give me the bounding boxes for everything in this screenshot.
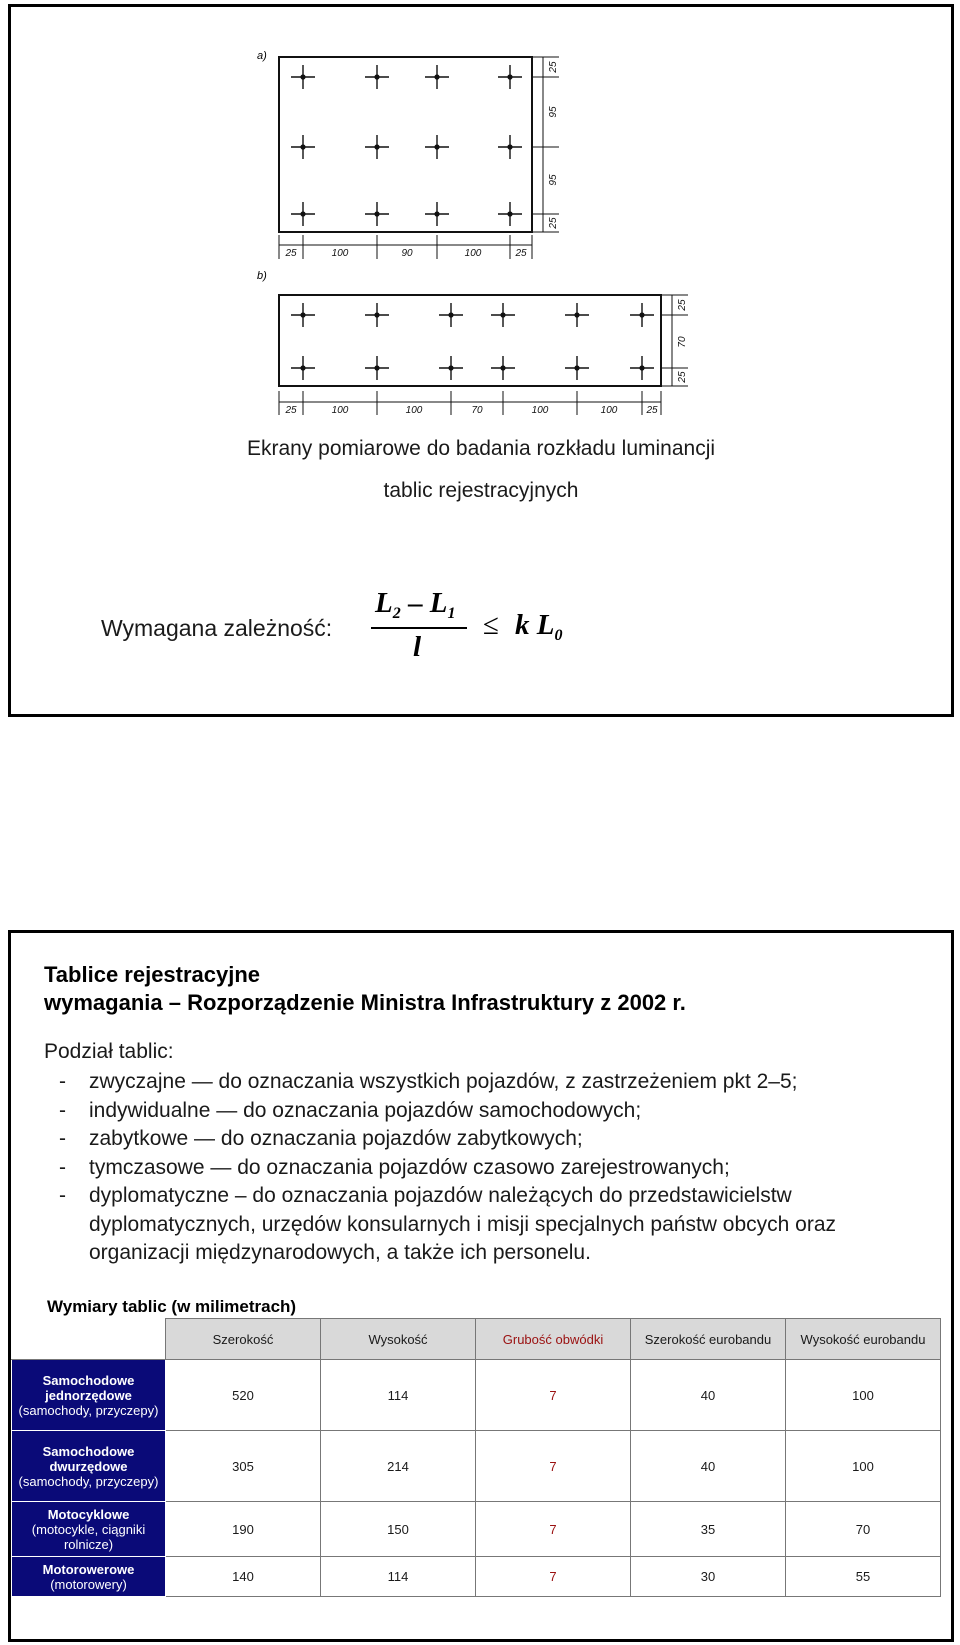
- table-header-row: [12, 1319, 941, 1360]
- cell-width: 190: [166, 1502, 321, 1557]
- diagram-a-label: a): [257, 50, 267, 62]
- list-item: - dyplomatyczne – do oznaczania pojazdów należących do przedstawicielstw dyplomatycznych, urzędów konsularnych i misji specjalnych państw obcych oraz organizacji międzynarodowych, a także ich personelu.: [59, 1184, 836, 1264]
- cell-border-thickness: 7: [476, 1360, 631, 1431]
- table-title: Wymiary tablic (w milimetrach): [47, 1297, 297, 1316]
- screen-a-points: [291, 65, 522, 226]
- cell-border-thickness: 7: [476, 1557, 631, 1597]
- cell-euroband-width: 40: [631, 1431, 786, 1502]
- row-header: Motorowerowe (motorowery): [12, 1557, 166, 1597]
- cell-border-thickness: 7: [476, 1502, 631, 1557]
- cell-height: 214: [321, 1431, 476, 1502]
- caption-line-1: Ekrany pomiarowe do badania rozkładu luminancji: [246, 437, 716, 460]
- table-row: [12, 1502, 941, 1557]
- row-header: Samochodowe jednorzędowe (samochody, przyczepy): [12, 1360, 166, 1431]
- dim-b-right-1: 25: [677, 299, 688, 311]
- dim-b-bottom-1: 25: [285, 405, 297, 416]
- header-width: Szerokość: [166, 1319, 321, 1360]
- table-corner: [12, 1319, 166, 1360]
- cell-euroband-width: 30: [631, 1557, 786, 1597]
- dim-a-right-3: 95: [548, 174, 559, 186]
- list-item: - zwyczajne — do oznaczania wszystkich pojazdów, z zastrzeżeniem pkt 2–5;: [59, 1070, 798, 1093]
- cell-euroband-height: 55: [786, 1557, 941, 1597]
- title-line-1: Tablice rejestracyjne: [44, 962, 261, 987]
- cell-width: 520: [166, 1360, 321, 1431]
- screen-a-right-dimension: [533, 57, 559, 232]
- header-euroband-height: Wysokość eurobandu: [786, 1319, 941, 1360]
- plate-types-list: [59, 1068, 929, 1268]
- cell-width: 305: [166, 1431, 321, 1502]
- row-header: Samochodowe dwurzędowe (samochody, przyczepy): [12, 1431, 166, 1502]
- screen-b-frame: [279, 295, 661, 386]
- dim-b-bottom-4: 70: [471, 405, 483, 416]
- dim-b-right-2: 70: [677, 336, 688, 348]
- plates-division-intro: Podział tablic:: [44, 1040, 174, 1063]
- slide-title: [44, 961, 686, 1017]
- plate-dimensions-table: [11, 1318, 941, 1597]
- dim-b-bottom-3: 100: [405, 405, 423, 416]
- cell-border-thickness: 7: [476, 1431, 631, 1502]
- slide-registration-plates: [8, 930, 954, 1642]
- screen-b-points: [291, 303, 654, 380]
- caption-line-2: tablic rejestracyjnych: [383, 479, 579, 502]
- list-item: - indywidualne — do oznaczania pojazdów samochodowych;: [59, 1098, 642, 1122]
- table-row: [12, 1557, 941, 1597]
- row-header: Motocyklowe (motocykle, ciągniki rolnicze): [12, 1502, 166, 1557]
- requirement-label: Wymagana zależność:: [101, 615, 333, 641]
- cell-height: 114: [321, 1360, 476, 1431]
- dim-a-bottom-5: 25: [515, 248, 527, 259]
- dim-a-right-2: 95: [548, 106, 559, 118]
- table-row: [12, 1360, 941, 1431]
- dim-a-bottom-3: 90: [401, 248, 413, 259]
- dim-a-bottom-2: 100: [331, 248, 349, 259]
- formula-denominator: l: [413, 631, 422, 663]
- measurement-screens-diagram: [11, 7, 951, 427]
- cell-height: 114: [321, 1557, 476, 1597]
- dim-b-bottom-5: 100: [531, 405, 549, 416]
- cell-height: 150: [321, 1502, 476, 1557]
- dim-b-bottom-6: 100: [600, 405, 618, 416]
- list-item: - tymczasowe — do oznaczania pojazdów czasowo zarejestrowanych;: [59, 1155, 730, 1179]
- formula-relation: ≤: [483, 609, 499, 641]
- slide-measurement-screens: [8, 4, 954, 717]
- dim-b-right-3: 25: [677, 371, 688, 383]
- diagram-b-label: b): [257, 270, 267, 282]
- cell-euroband-width: 35: [631, 1502, 786, 1557]
- formula-rhs: k $L_0$: [515, 609, 563, 644]
- cell-euroband-height: 70: [786, 1502, 941, 1557]
- cell-width: 140: [166, 1557, 321, 1597]
- dim-b-bottom-2: 100: [331, 405, 349, 416]
- table-row: [12, 1431, 941, 1502]
- title-line-2: wymagania – Rozporządzenie Ministra Infrastruktury z 2002 r.: [44, 990, 686, 1015]
- cell-euroband-height: 100: [786, 1360, 941, 1431]
- list-item: - zabytkowe — do oznaczania pojazdów zabytkowych;: [59, 1127, 583, 1150]
- header-border-thickness: Grubość obwódki: [476, 1319, 631, 1360]
- header-height: Wysokość: [321, 1319, 476, 1360]
- dim-a-right-1: 25: [548, 61, 559, 73]
- dim-a-bottom-4: 100: [464, 248, 482, 259]
- screen-a-frame: [279, 57, 532, 232]
- header-euroband-width: Szerokość eurobandu: [631, 1319, 786, 1360]
- cell-euroband-width: 40: [631, 1360, 786, 1431]
- formula-numerator: $L_2 - L_1$: [375, 587, 456, 622]
- fraction-bar: [371, 627, 467, 629]
- dim-a-bottom-1: 25: [285, 248, 297, 259]
- dim-b-bottom-7: 25: [646, 405, 658, 416]
- dim-a-right-4: 25: [548, 217, 559, 229]
- cell-euroband-height: 100: [786, 1431, 941, 1502]
